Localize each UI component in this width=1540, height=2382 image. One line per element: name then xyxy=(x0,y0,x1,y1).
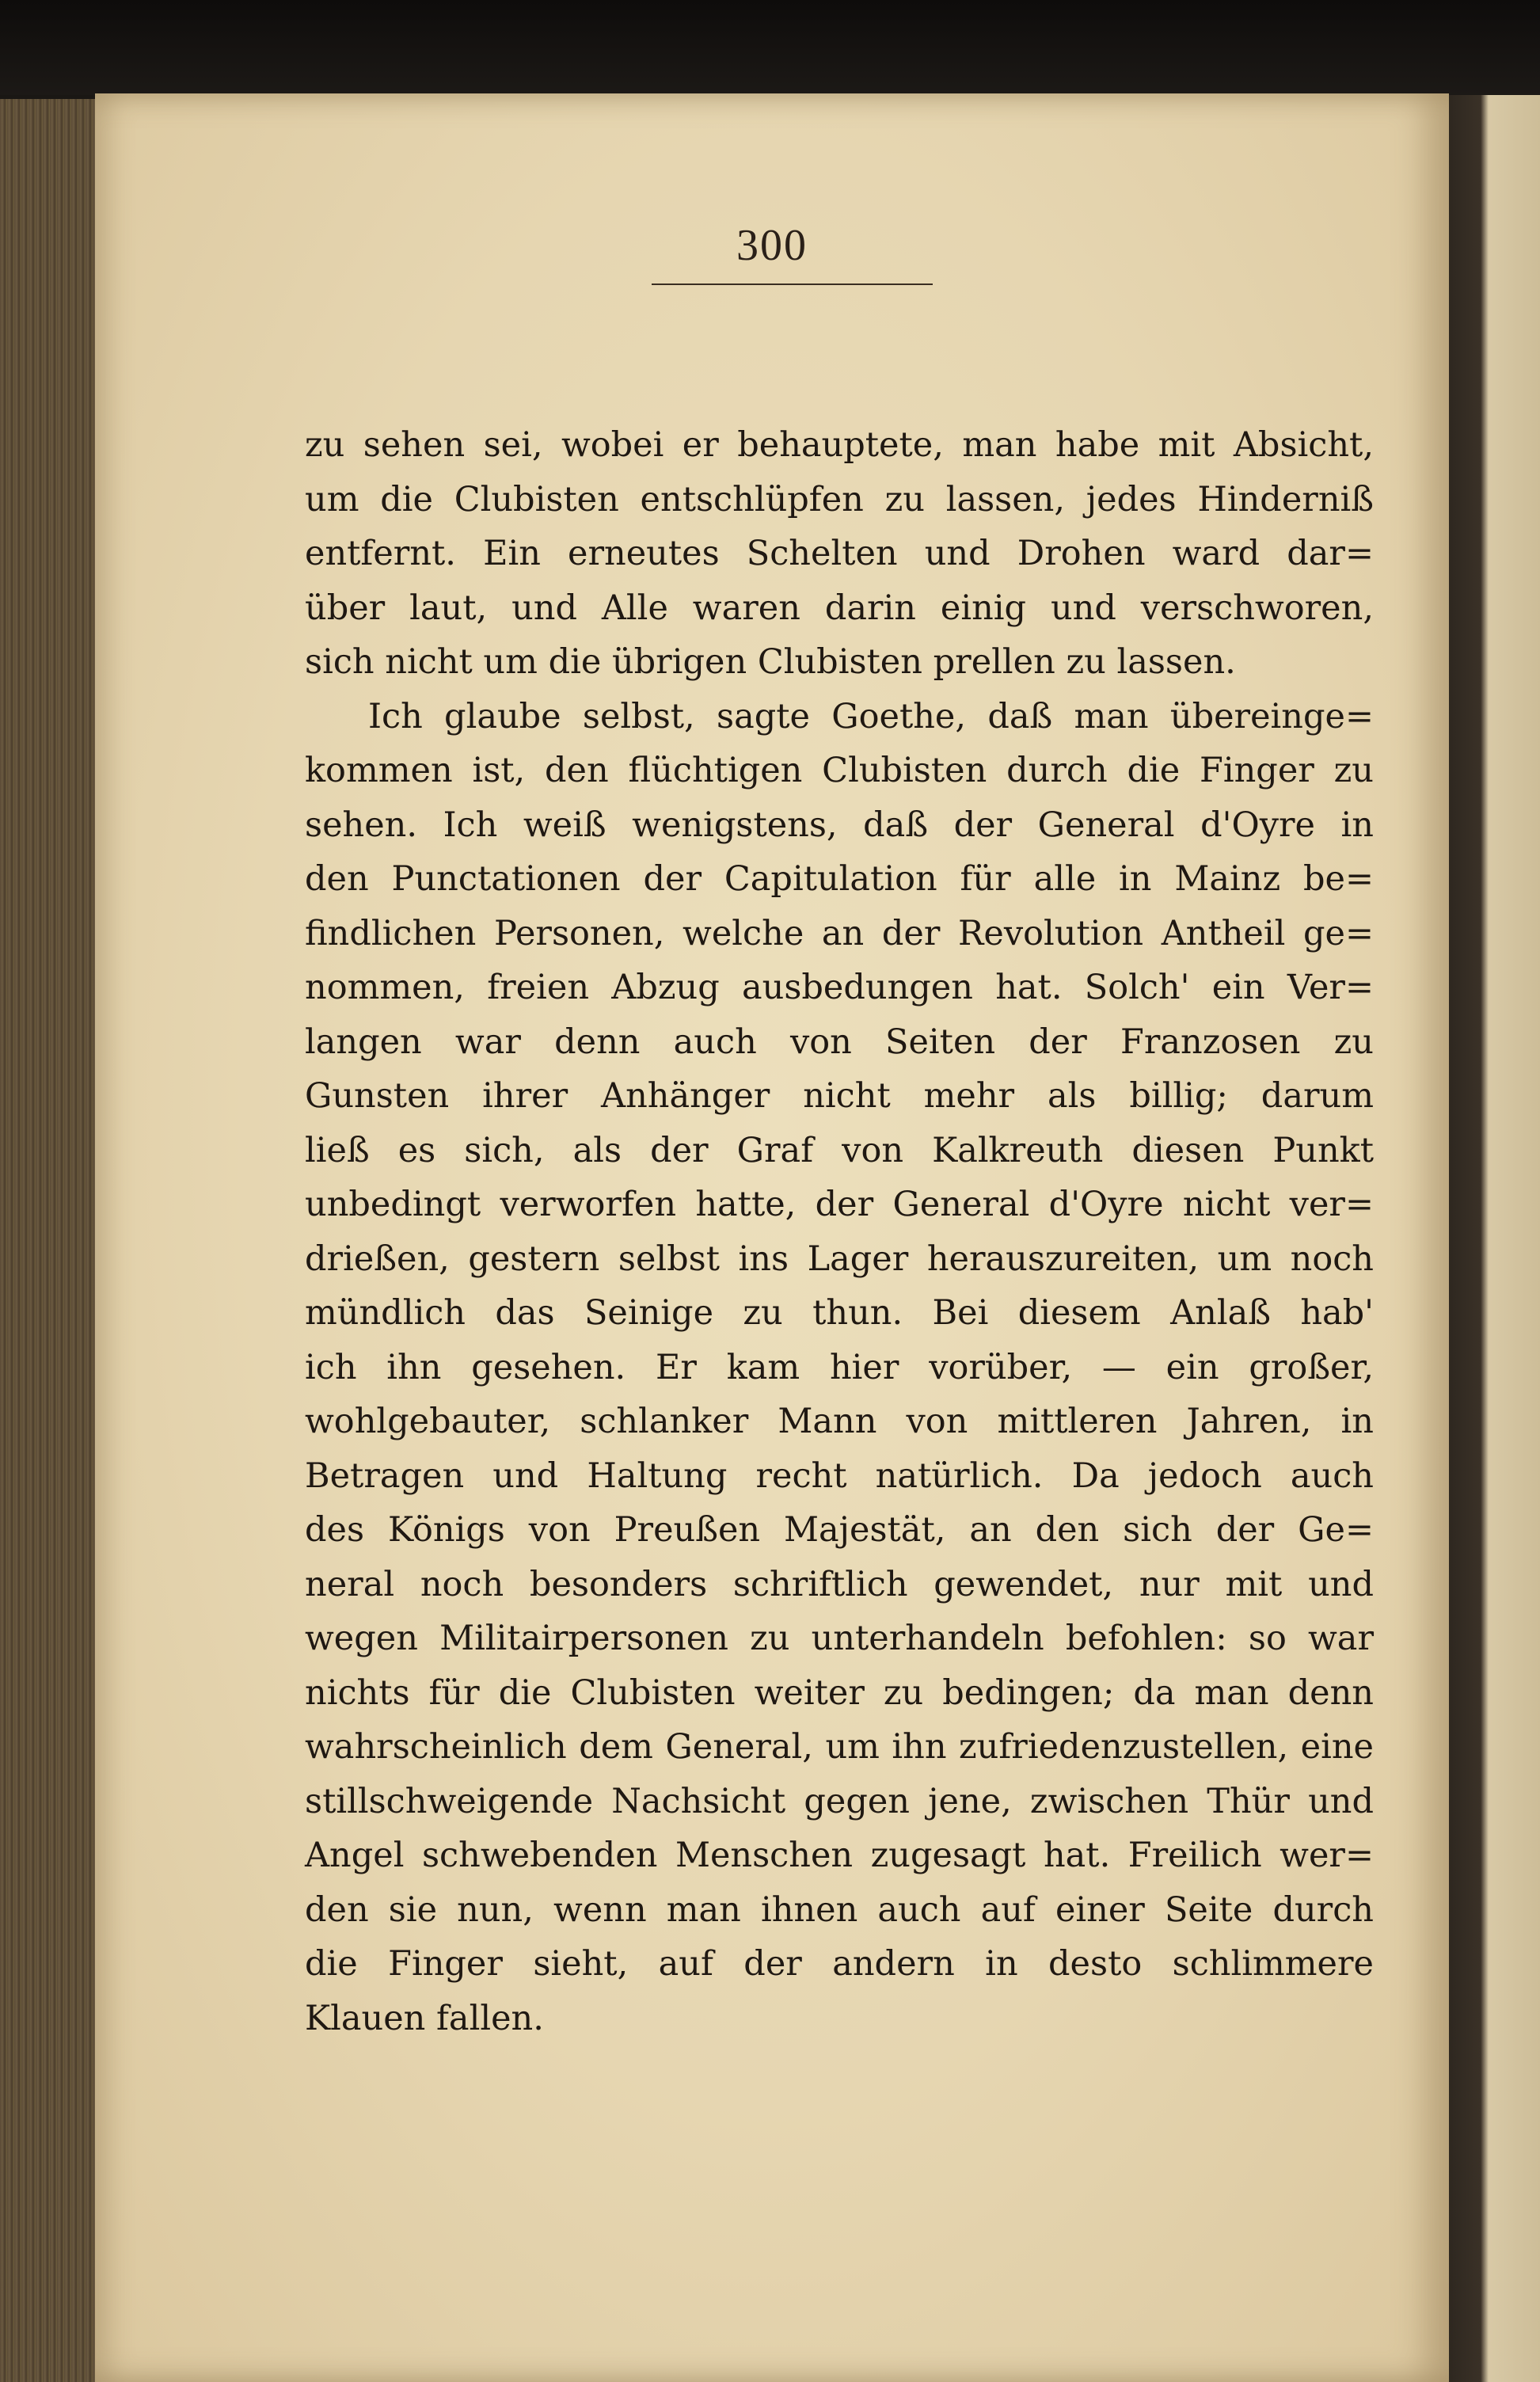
text-line: über laut, und Alle waren darin einig und verschworen, xyxy=(305,588,1374,628)
text-line: wahrscheinlich dem General, um ihn zufriedenzustellen, eine xyxy=(305,1727,1374,1767)
book-page-edges xyxy=(0,99,103,2382)
text-line: den Punctationen der Capitulation für alle in Mainz be= xyxy=(305,859,1374,899)
text-line: sich nicht um die übrigen Clubisten prellen zu lassen. xyxy=(305,642,1236,682)
text-line: nommen, freien Abzug ausbedungen hat. Solch' ein Ver= xyxy=(305,968,1374,1007)
text-line: des Königs von Preußen Majestät, an den sich der Ge= xyxy=(305,1510,1374,1550)
text-line: den sie nun, wenn man ihnen auch auf einer Seite durch xyxy=(305,1889,1374,1930)
scan-backdrop xyxy=(0,0,1540,95)
text-line: nichts für die Clubisten weiter zu bedingen; da man denn xyxy=(305,1672,1374,1713)
body-text xyxy=(305,418,1374,2045)
header-rule xyxy=(652,283,933,285)
text-line: wegen Militairpersonen zu unterhandeln befohlen: so war xyxy=(305,1619,1374,1658)
book-spine xyxy=(1441,95,1540,2382)
text-line: Klauen fallen. xyxy=(305,1998,544,2038)
text-line: kommen ist, den flüchtigen Clubisten durch die Finger zu xyxy=(305,751,1374,790)
text-line: sehen. Ich weiß wenigstens, daß der General d'Oyre in xyxy=(305,805,1374,845)
text-line: neral noch besonders schriftlich gewendet, nur mit und xyxy=(305,1564,1374,1604)
text-line: langen war denn auch von Seiten der Franzosen zu xyxy=(305,1022,1374,1062)
text-line: ich ihn gesehen. Er kam hier vorüber, — ein großer, xyxy=(305,1347,1374,1387)
text-line: Betragen und Haltung recht natürlich. Da jedoch auch xyxy=(305,1455,1374,1496)
text-line: mündlich das Seinige zu thun. Bei diesem Anlaß hab' xyxy=(305,1293,1374,1333)
text-line: drießen, gestern selbst ins Lager herauszureiten, um noch xyxy=(305,1239,1374,1279)
text-line: Gunsten ihrer Anhänger nicht mehr als billig; darum xyxy=(305,1076,1374,1116)
text-line: Ich glaube selbst, sagte Goethe, daß man übereinge= xyxy=(368,696,1374,736)
text-line: stillschweigende Nachsicht gegen jene, zwischen Thür und xyxy=(305,1781,1374,1821)
text-line: Angel schwebenden Menschen zugesagt hat. Freilich wer= xyxy=(305,1836,1374,1875)
text-line: entfernt. Ein erneutes Schelten und Drohen ward dar= xyxy=(305,534,1374,573)
text-line: unbedingt verworfen hatte, der General d'Oyre nicht ver= xyxy=(305,1185,1374,1224)
text-line: um die Clubisten entschlüpfen zu lassen, jedes Hinderniß xyxy=(305,479,1374,519)
page-number: 300 xyxy=(736,221,808,270)
text-line: wohlgebauter, schlanker Mann von mittleren Jahren, in xyxy=(305,1402,1374,1441)
text-line: findlichen Personen, welche an der Revolution Antheil ge= xyxy=(305,913,1374,953)
book-page xyxy=(95,93,1449,2382)
text-line: die Finger sieht, auf der andern in desto schlimmere xyxy=(305,1944,1374,1984)
text-line: zu sehen sei, wobei er behauptete, man habe mit Absicht, xyxy=(305,425,1374,465)
text-line: ließ es sich, als der Graf von Kalkreuth diesen Punkt xyxy=(305,1130,1374,1170)
